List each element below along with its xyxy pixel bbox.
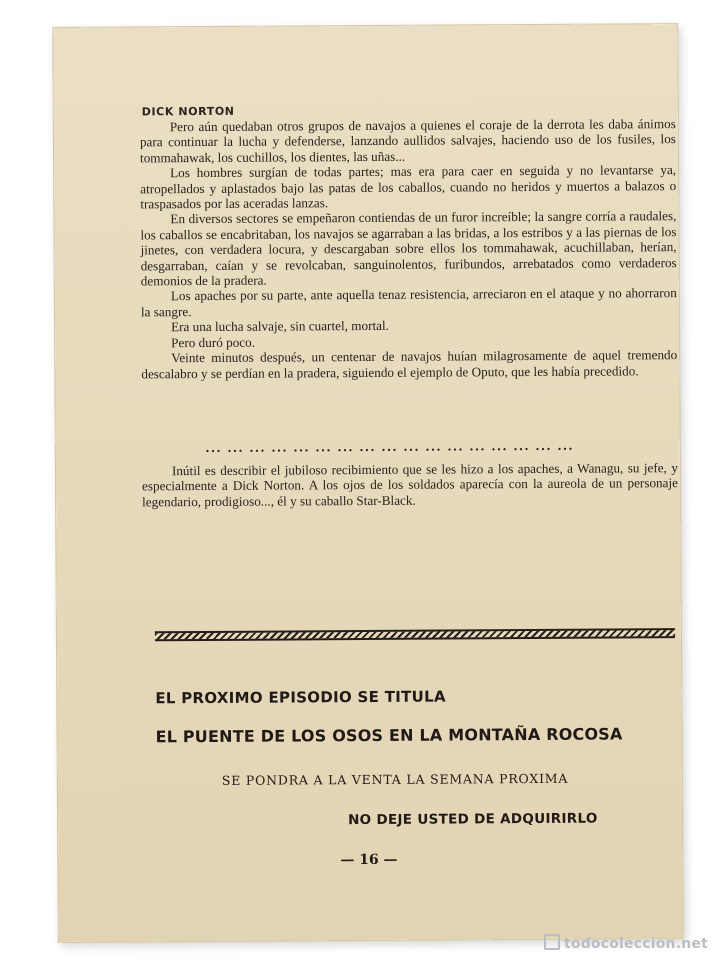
page-number: — 16 — <box>340 851 398 869</box>
paragraph: Veinte minutos después, un centenar de navajos huían milagrosamente de aquel tremendo descalabro y se perdían en la pradera, siguiendo el ejemplo de Oputo, que les había precedido. <box>141 347 678 381</box>
paragraph: Pero aún quedaban otros grupos de navajos a quienes el coraje de la derrota les daba ánimos para continuar la lucha y defenderse, lanzando aullidos salvajes, haciendo uso de los fusiles, los tommahawak, los cuchillos, los dientes, las uñas... <box>139 116 676 166</box>
closing-paragraph: Inútil es describir el jubiloso recibimiento que se les hizo a los apaches, a Wanagu, su jefe, y especialmente a Dick Norton. A los ojos de los soldados aparecía con la aureola de un personaje legendario, prodigioso..., él y su caballo Star-Black. <box>141 460 679 510</box>
call-to-action: NO DEJE USTED DE ADQUIRIRLO <box>348 810 598 829</box>
paragraph: Pero duró poco. <box>171 334 256 350</box>
next-episode-label: EL PROXIMO EPISODIO SE TITULA <box>155 687 446 708</box>
next-episode-title: EL PUENTE DE LOS OSOS EN LA MONTAÑA ROCOSA <box>155 724 623 747</box>
ellipsis-separator: ... ... ... ... ... ... ... ... ... ... ... ... ... ... ... ... ... <box>205 438 575 456</box>
paragraph: Los hombres surgían de todas partes; mas era para caer en seguida y no levantarse ya, atropellados y aplastados bajo las patas de los caballos, cuando no heridos y muertos a balazos o traspasados por las aceradas lanzas. <box>140 162 677 212</box>
on-sale-notice: SE PONDRA A LA VENTA LA SEMANA PROXIMA <box>221 770 569 788</box>
body-text <box>140 116 678 381</box>
paragraph: Era una lucha salvaje, sin cuartel, mortal. <box>170 318 389 335</box>
book-page <box>53 24 683 942</box>
closing-text <box>142 460 678 509</box>
paragraph: En diversos sectores se empeñaron contiendas de un furor increíble; la sangre corría a raudales, los caballos se encabritaban, los navajos se agarraban a las bridas, a los estribos y a las piernas de los jinetes, con verdadera locura, y descargaban sobre ellos los tommahawak, acuchillaban, herían, desgarraban, caían y se revolcaban, sanguinolentos, furibundos, arrebatados como verdaderos demonios de la pradera. <box>140 208 677 289</box>
watermark-logo-icon <box>544 934 560 950</box>
watermark <box>544 934 708 952</box>
decorative-divider <box>155 628 675 641</box>
paragraph: Los apaches por su parte, ante aquella tenaz resistencia, arreciaron en el ataque y no ahorraron la sangre. <box>140 285 677 320</box>
watermark-text: todocoleccion.net <box>563 936 708 952</box>
running-header: DICK NORTON <box>141 104 235 119</box>
